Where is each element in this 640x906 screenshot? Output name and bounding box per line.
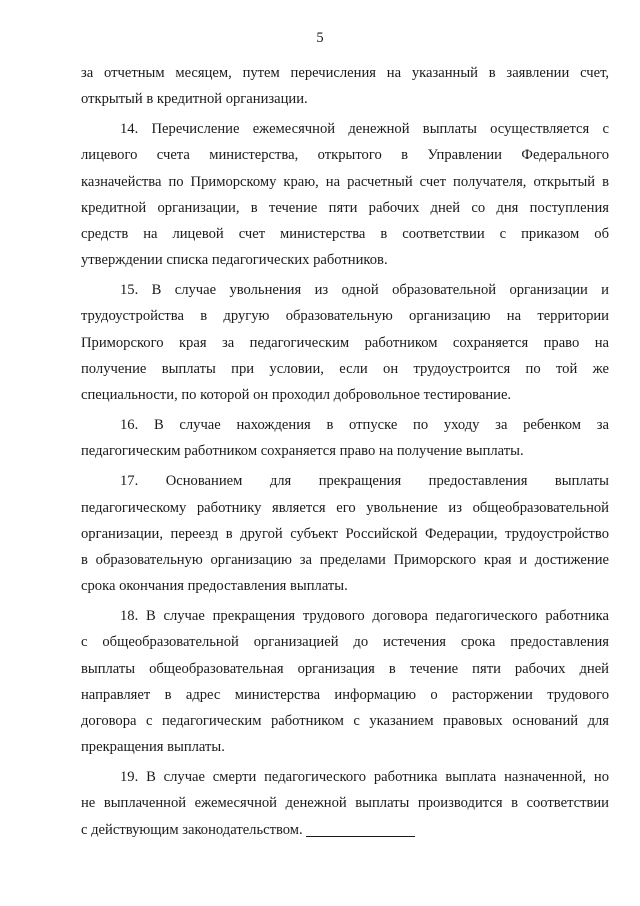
paragraph-19 <box>81 764 609 843</box>
text-line: лицевого счета министерства, открытого в Управлении Федерального <box>81 147 609 164</box>
paragraph-16 <box>81 412 609 464</box>
text-line: в образовательную организацию за пределами Приморского края и достижение <box>81 551 609 568</box>
text-line: организации, переезд в другой субъект Российской Федерации, трудоустройство <box>81 525 609 542</box>
text-line: казначейства по Приморскому краю, на расчетный счет получателя, открытый в <box>81 173 609 190</box>
text-line: с общеобразовательной организацией до истечения срока предоставления <box>81 634 609 651</box>
text-line: 17. Основанием для прекращения предоставления выплаты <box>120 473 609 490</box>
text-line: 15. В случае увольнения из одной образовательной организации и <box>120 282 609 299</box>
text-line: срока окончания предоставления выплаты. <box>81 578 348 595</box>
paragraph-15 <box>81 277 609 408</box>
paragraph-17 <box>81 468 609 599</box>
text-line: средств на лицевой счет министерства в соответствии с приказом об <box>81 226 609 243</box>
paragraph-18 <box>81 603 609 760</box>
document-body <box>81 60 609 843</box>
text-line: 16. В случае нахождения в отпуске по уходу за ребенком за <box>120 417 609 434</box>
paragraph-14 <box>81 116 609 273</box>
text-line: прекращения выплаты. <box>81 739 225 756</box>
text-line: договора с педагогическим работником с указанием правовых оснований для <box>81 712 609 729</box>
text-line: 19. В случае смерти педагогического работника выплата назначенной, но <box>120 769 609 786</box>
text-line: трудоустройства в другую образовательную организацию на территории <box>81 308 609 325</box>
text-line: 18. В случае прекращения трудового договора педагогического работника <box>120 608 609 625</box>
paragraph-continuation <box>81 60 609 112</box>
text-line: получение выплаты при условии, если он трудоустроится по той же <box>81 360 609 377</box>
text-line: с действующим законодательством. <box>81 821 303 838</box>
text-line: педагогическому работнику является его увольнение из общеобразовательной <box>81 499 609 516</box>
text-line: Приморского края за педагогическим работником сохраняется право на <box>81 334 609 351</box>
page-number: 5 <box>316 30 324 46</box>
text-line: не выплаченной ежемесячной денежной выплаты производится в соответствии <box>81 795 609 812</box>
text-line: за отчетным месяцем, путем перечисления на указанный в заявлении счет, <box>81 65 609 81</box>
text-line: педагогическим работником сохраняется право на получение выплаты. <box>81 443 524 460</box>
text-line: выплаты общеобразовательная организация в течение пяти рабочих дней <box>81 660 609 677</box>
text-line: 14. Перечисление ежемесячной денежной выплаты осуществляется с <box>120 121 609 138</box>
end-of-document-rule <box>306 836 415 837</box>
text-line: открытый в кредитной организации. <box>81 91 308 108</box>
text-line: утверждении списка педагогических работников. <box>81 252 388 269</box>
text-line: кредитной организации, в течение пяти рабочих дней со дня поступления <box>81 199 609 216</box>
text-line: специальности, по которой он проходил добровольное тестирование. <box>81 387 512 404</box>
text-line: направляет в адрес министерства информацию о расторжении трудового <box>81 686 609 703</box>
